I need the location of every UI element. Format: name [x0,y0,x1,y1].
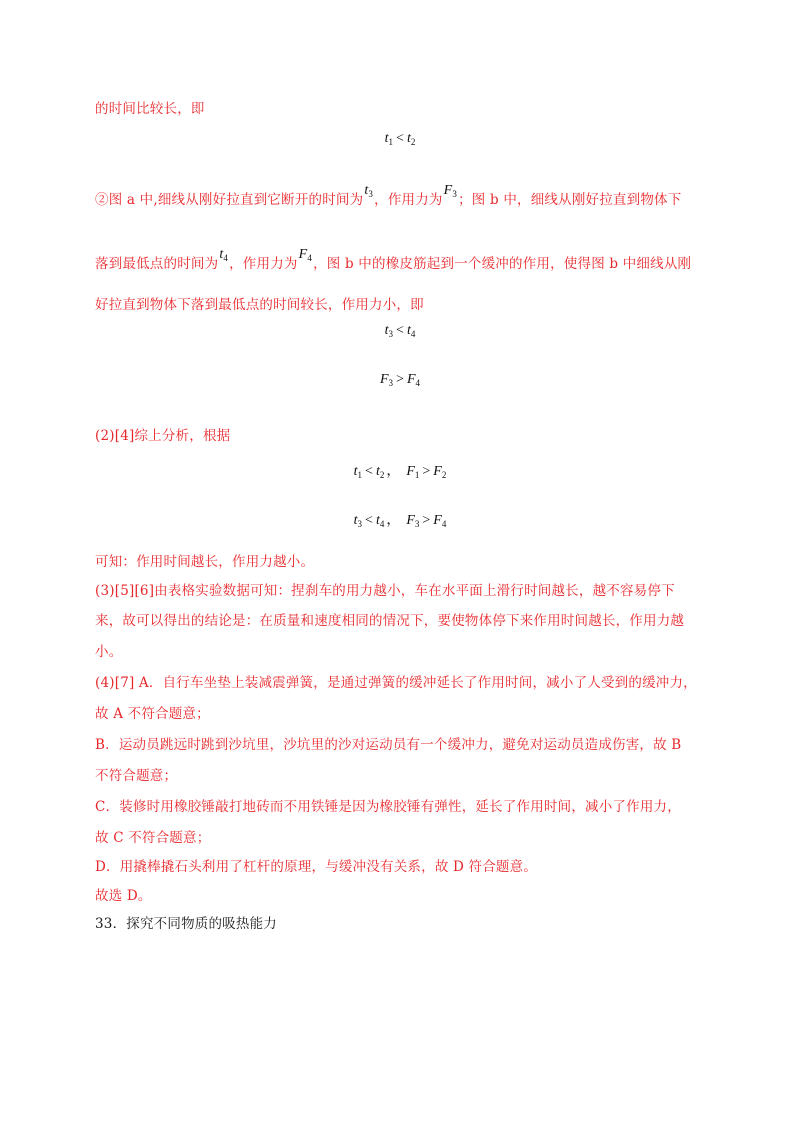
text-line: 好拉直到物体下落到最低点的时间较长，作用力小，即 [95,297,424,313]
text-line: 来，故可以得出的结论是：在质量和速度相同的情况下，要使物体停下来作用时间越长，作用力越 [95,613,685,629]
text-line: 故 A 不符合题意； [95,706,210,722]
text-line: ②图 a 中,细线从刚好拉直到它断开的时间为$t_3$，作用力为$F_3$；图 b 中，细线从刚好拉直到物体下 [95,183,682,208]
equation: $F_3 > F_4$ [379,372,421,388]
question-heading: 33．探究不同物质的吸热能力 [95,916,277,932]
text-line: 故选 D。 [95,888,152,904]
equation: $t_1 < t_2$ ， $F_1 > F_2$ [353,464,447,480]
equation: $t_3 < t_4$ ， $F_3 > F_4$ [353,513,447,529]
text-line: (4)[7] A．自行车坐垫上装减震弹簧，是通过弹簧的缓冲延长了作用时间，减小了人受到的缓冲力， [95,675,697,691]
text-line: 落到最低点的时间为$t_4$，作用力为$F_4$，图 b 中的橡皮筋起到一个缓冲的作用，使得图 b 中细线从刚 [95,247,692,272]
equation: $t_3 < t_4$ [384,323,416,339]
text-line: D．用撬棒撬石头利用了杠杆的原理，与缓冲没有关系，故 D 符合题意。 [95,859,538,875]
text-line: B．运动员跳远时跳到沙坑里，沙坑里的沙对运动员有一个缓冲力，避免对运动员造成伤害，故 B [95,737,682,753]
equation: $t_1 < t_2$ [384,131,416,147]
text-line: 可知：作用时间越长，作用力越小。 [95,554,315,570]
text-line: 的时间比较长，即 [95,101,205,117]
text-line: (2)[4]综上分析，根据 [95,428,231,444]
text-line: C．装修时用橡胶锤敲打地砖而不用铁锤是因为橡胶锤有弹性，延长了作用时间，减小了作用力， [95,799,681,815]
text-line: (3)[5][6]由表格实验数据可知：捏刹车的用力越小，车在水平面上滑行时间越长，越不容易停下 [95,583,675,599]
text-line: 小。 [95,644,123,660]
text-line: 故 C 不符合题意； [95,830,211,846]
text-line: 不符合题意； [95,768,178,784]
